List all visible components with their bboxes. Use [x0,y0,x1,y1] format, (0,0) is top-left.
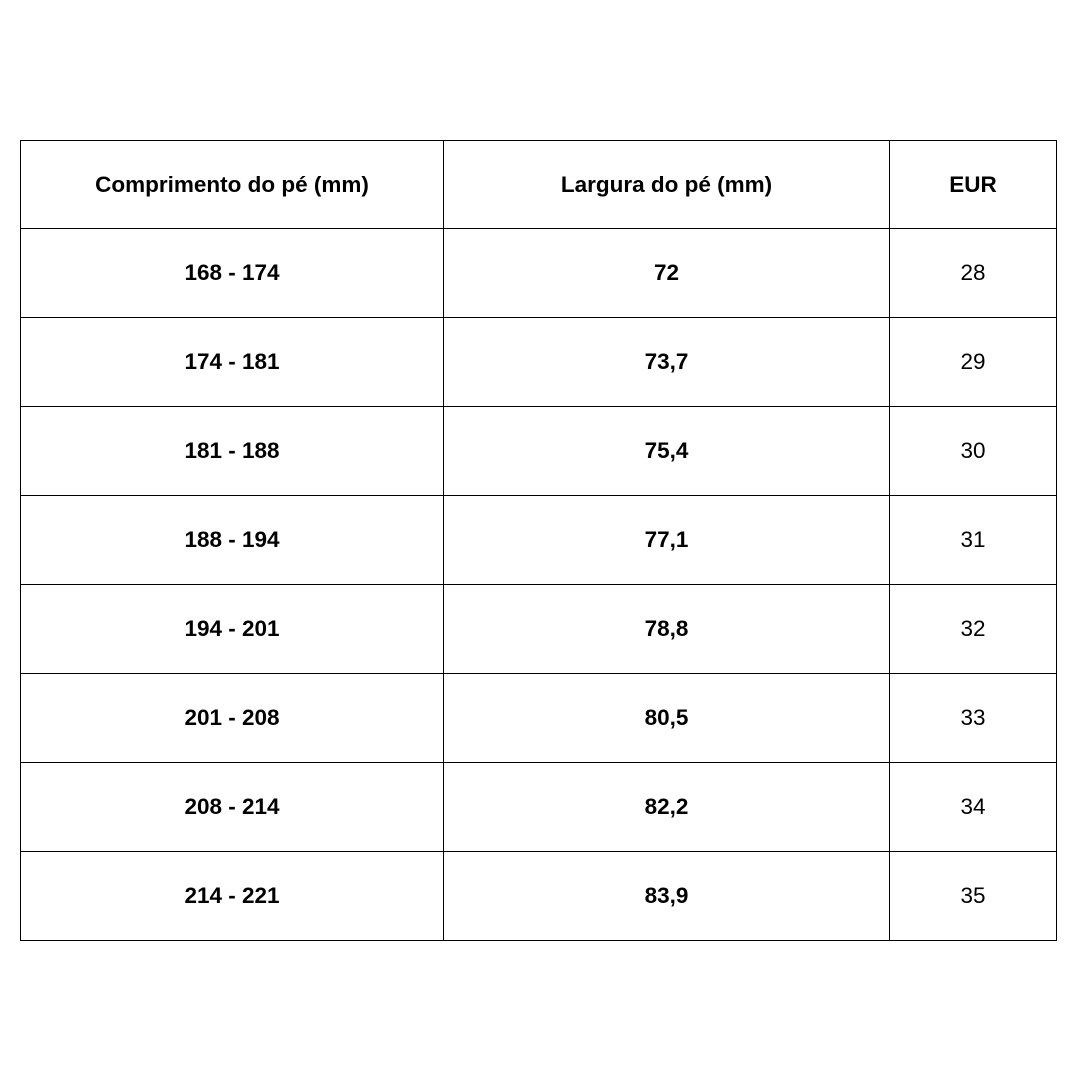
cell-foot-width: 72 [444,229,890,318]
table-row [21,407,1057,496]
cell-eur: 31 [890,496,1057,585]
cell-foot-width: 83,9 [444,852,890,941]
header-foot-width: Largura do pé (mm) [444,141,890,229]
cell-foot-length: 168 - 174 [21,229,444,318]
cell-foot-length: 208 - 214 [21,763,444,852]
cell-foot-length: 201 - 208 [21,674,444,763]
table-row [21,585,1057,674]
cell-foot-width: 75,4 [444,407,890,496]
table-row [21,763,1057,852]
table-row [21,318,1057,407]
cell-foot-length: 174 - 181 [21,318,444,407]
table-row [21,674,1057,763]
cell-foot-length: 181 - 188 [21,407,444,496]
table-row [21,229,1057,318]
cell-foot-width: 77,1 [444,496,890,585]
table-row [21,852,1057,941]
header-eur: EUR [890,141,1057,229]
cell-eur: 33 [890,674,1057,763]
cell-eur: 30 [890,407,1057,496]
cell-eur: 28 [890,229,1057,318]
cell-eur: 34 [890,763,1057,852]
size-table [20,140,1057,941]
cell-foot-width: 82,2 [444,763,890,852]
cell-eur: 29 [890,318,1057,407]
cell-foot-length: 214 - 221 [21,852,444,941]
cell-eur: 32 [890,585,1057,674]
cell-foot-width: 73,7 [444,318,890,407]
cell-foot-width: 80,5 [444,674,890,763]
cell-foot-length: 194 - 201 [21,585,444,674]
header-row [21,141,1057,229]
cell-foot-length: 188 - 194 [21,496,444,585]
cell-foot-width: 78,8 [444,585,890,674]
cell-eur: 35 [890,852,1057,941]
table-row [21,496,1057,585]
header-foot-length: Comprimento do pé (mm) [21,141,444,229]
